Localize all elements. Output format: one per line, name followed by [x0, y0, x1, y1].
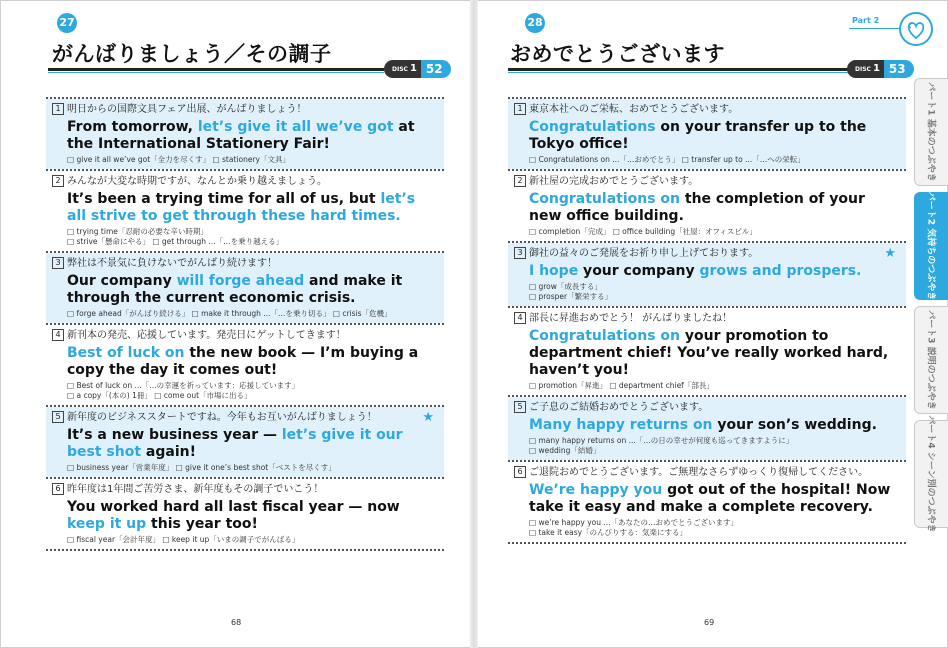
japanese-text: 部長に昇進おめでとう！ がんばりましたね！ [529, 313, 733, 324]
item-number: 4 [514, 312, 526, 324]
chapter-tab-label: パート1 基本のつぶやき [925, 82, 935, 182]
english-phrase [529, 263, 900, 280]
vocab-note: □ forge ahead「がんばり続ける」 □ make it through ...「…を乗り切る」 □ crisis「危機」 [67, 309, 392, 318]
english-text: You worked hard all last fiscal year — now [67, 499, 400, 515]
vocab-note: □ many happy returns on ...「…の日の幸せが何度も巡ってきますように」 [529, 436, 794, 445]
english-text: at the International Stationery Fair! [67, 119, 415, 152]
key-expression: We’re happy you [529, 482, 663, 498]
vocab-note: □ grow「成長する」 [529, 282, 602, 291]
japanese-text: 明日からの国際文具フェア出展、がんばりましょう！ [67, 104, 307, 115]
page-title: がんばりましょう／その調子 [52, 42, 332, 66]
japanese-text: 弊社は不景気に負けないでがんばり続けます！ [67, 258, 277, 269]
hearts-icon [899, 12, 933, 46]
part-label: Part 2 [852, 16, 880, 25]
title-rule [508, 68, 848, 71]
key-expression: I hope [529, 263, 579, 279]
japanese-text: ご子息のご結婚おめでとうございます。 [529, 402, 709, 413]
japanese-phrase [514, 247, 900, 261]
track-number: 53 [884, 60, 914, 78]
key-expression: will forge ahead [176, 273, 305, 289]
vocab-note: □ trying time「忍耐の必要な辛い時期」 [67, 227, 208, 236]
japanese-phrase [52, 329, 438, 343]
vocab-note: □ fiscal year「会計年度」 □ keep it up「いまの調子でがんばる」 [67, 535, 300, 544]
key-expression: let’s give it all we’ve got [197, 119, 394, 135]
phrase-list [508, 97, 906, 544]
item-number: 6 [52, 483, 64, 495]
phrase-item [46, 325, 444, 405]
item-number: 1 [52, 103, 64, 115]
dotted-divider [508, 542, 906, 544]
dotted-divider [46, 549, 444, 551]
japanese-text: 東京本社へのご栄転、おめでとうございます。 [529, 104, 739, 115]
vocab-note: □ give it all we’ve got「全力を尽くす」 □ stationery「文具」 [67, 155, 290, 164]
phrase-item [46, 99, 444, 169]
key-expression: Many happy returns on [529, 417, 713, 433]
japanese-phrase [52, 103, 438, 117]
phrase-item [46, 253, 444, 323]
disc-label: DISC 1 [847, 60, 884, 78]
item-number: 3 [514, 247, 526, 259]
phrase-item [508, 308, 906, 395]
star-icon: ★ [884, 246, 896, 261]
track-number: 52 [421, 60, 451, 78]
english-phrase [67, 191, 438, 225]
japanese-text: 新年度のビジネススタートですね。今年もお互いがんばりましょう！ [67, 412, 377, 423]
phrase-item [508, 171, 906, 241]
vocab-note: □ business year「営業年度」 □ give it one’s best shot「ベストを尽くす」 [67, 463, 336, 472]
key-expression: keep it up [67, 516, 147, 532]
lesson-number: 27 [57, 13, 77, 33]
chapter-tab-label: パート2 気持ちのつぶやき [925, 191, 935, 301]
title-rule-accent [508, 72, 848, 73]
key-expression: let’s give it our best shot [67, 427, 403, 460]
chapter-tab-4[interactable] [914, 415, 948, 533]
english-text: got out of the hospital! Now take it easy and make a complete recovery. [529, 482, 891, 515]
item-number: 2 [52, 175, 64, 187]
english-text: the new book — I’m buying a copy the day it comes out! [67, 345, 419, 378]
english-phrase [529, 119, 900, 153]
gutter [470, 0, 478, 648]
phrase-item [508, 397, 906, 460]
vocab-note: □ we’re happy you ...「あなたの…おめでとうございます」 [529, 518, 739, 527]
phrase-item [46, 479, 444, 549]
japanese-phrase [514, 175, 900, 189]
key-expression: Best of luck on [67, 345, 185, 361]
page-title: おめでとうございます [510, 42, 725, 66]
english-text: your company [578, 263, 700, 279]
vocab-note: □ take it easy「のんびりする：気楽にする」 [529, 528, 688, 537]
english-text: again! [141, 444, 196, 460]
english-phrase [67, 273, 438, 307]
star-icon: ★ [422, 410, 434, 425]
item-number: 5 [514, 401, 526, 413]
vocab-note: □ completion「完成」 □ office building「社屋：オフィスビル」 [529, 227, 757, 236]
english-text: your promotion to department chief! You’ve really worked hard, haven’t you! [529, 328, 889, 378]
japanese-phrase [514, 103, 900, 117]
vocab-note: □ strive「懸命にやる」 □ get through ...「…を乗り越える」 [67, 237, 284, 246]
lesson-number: 28 [525, 13, 545, 33]
key-expression: grows and prospers. [699, 263, 862, 279]
title-rule-accent [48, 72, 384, 73]
english-text: and make it through the current economic crisis. [67, 273, 403, 306]
phrase-item [508, 462, 906, 542]
audio-track-badge [384, 60, 451, 78]
english-text: the completion of your new office building. [529, 191, 865, 224]
japanese-phrase [514, 401, 900, 415]
vocab-note: □ Congratulations on ...「…おめでとう」 □ transfer up to ...「…への栄転」 [529, 155, 805, 164]
english-phrase [67, 119, 438, 153]
english-phrase [529, 328, 900, 379]
english-phrase [529, 417, 900, 434]
phrase-list [46, 97, 444, 551]
japanese-text: みんなが大変な時期ですが、なんとか乗り越えましょう。 [67, 176, 327, 187]
audio-track-badge [847, 60, 914, 78]
key-expression: Congratulations on [529, 191, 681, 207]
english-phrase [529, 191, 900, 225]
english-text: From tomorrow, [67, 119, 198, 135]
item-number: 2 [514, 175, 526, 187]
english-text: your son’s wedding. [712, 417, 877, 433]
phrase-item [46, 171, 444, 251]
english-phrase [529, 482, 900, 516]
chapter-tab-label: パート4 シーン別のつぶやき [925, 415, 935, 533]
item-number: 4 [52, 329, 64, 341]
english-phrase [67, 427, 438, 461]
vocab-note: □ Best of luck on ...「…の幸運を祈っています：応援しています」 [67, 381, 300, 390]
item-number: 5 [52, 411, 64, 423]
disc-label: DISC 1 [384, 60, 421, 78]
japanese-text: 新社屋の完成おめでとうございます。 [529, 176, 699, 187]
chapter-tab-2[interactable] [914, 192, 948, 300]
english-text: It’s been a trying time for all of us, but [67, 191, 381, 207]
japanese-text: 御社の益々のご発展をお祈り申し上げております。 [529, 248, 759, 259]
vocab-note: □ wedding「結婚」 [529, 446, 601, 455]
phrase-item [46, 407, 444, 477]
japanese-text: ご退院おめでとうございます。ご無理なさらずゆっくり復帰してください。 [529, 467, 869, 478]
japanese-phrase [52, 257, 438, 271]
english-text: on your transfer up to the Tokyo office! [529, 119, 867, 152]
phrase-item [508, 99, 906, 169]
page-number: 68 [231, 618, 242, 627]
page-left [0, 0, 470, 648]
vocab-note: □ promotion「昇進」 □ department chief「部長」 [529, 381, 714, 390]
page-number: 69 [704, 618, 715, 627]
japanese-text: 昨年度は1年間ご苦労さま、新年度もその調子でいこう！ [67, 484, 324, 495]
japanese-phrase [52, 175, 438, 189]
key-expression: let’s all strive to get through these hard times. [67, 191, 416, 224]
japanese-phrase [514, 312, 900, 326]
chapter-tab-label: パート3 説明のつぶやき [925, 310, 935, 410]
title-rule [48, 68, 384, 71]
english-text: this year too! [146, 516, 258, 532]
page-right [478, 0, 908, 648]
japanese-phrase [52, 483, 438, 497]
key-expression: Congratulations [529, 119, 656, 135]
vocab-note: □ a copy「(本の) 1冊」 □ come out「市場に出る」 [67, 391, 252, 400]
item-number: 1 [514, 103, 526, 115]
english-phrase [67, 499, 438, 533]
japanese-text: 新刊本の発売、応援しています。発売日にゲットしてきます！ [67, 330, 346, 341]
english-text: It’s a new business year — [67, 427, 282, 443]
chapter-tab-3[interactable] [914, 306, 948, 414]
phrase-item [508, 243, 906, 306]
japanese-phrase [52, 411, 438, 425]
key-expression: Congratulations on [529, 328, 681, 344]
item-number: 3 [52, 257, 64, 269]
english-text: Our company [67, 273, 177, 289]
chapter-tab-1[interactable] [914, 78, 948, 186]
item-number: 6 [514, 466, 526, 478]
vocab-note: □ prosper「繁栄する」 [529, 292, 613, 301]
english-phrase [67, 345, 438, 379]
chapter-tabs [914, 78, 948, 534]
japanese-phrase [514, 466, 900, 480]
